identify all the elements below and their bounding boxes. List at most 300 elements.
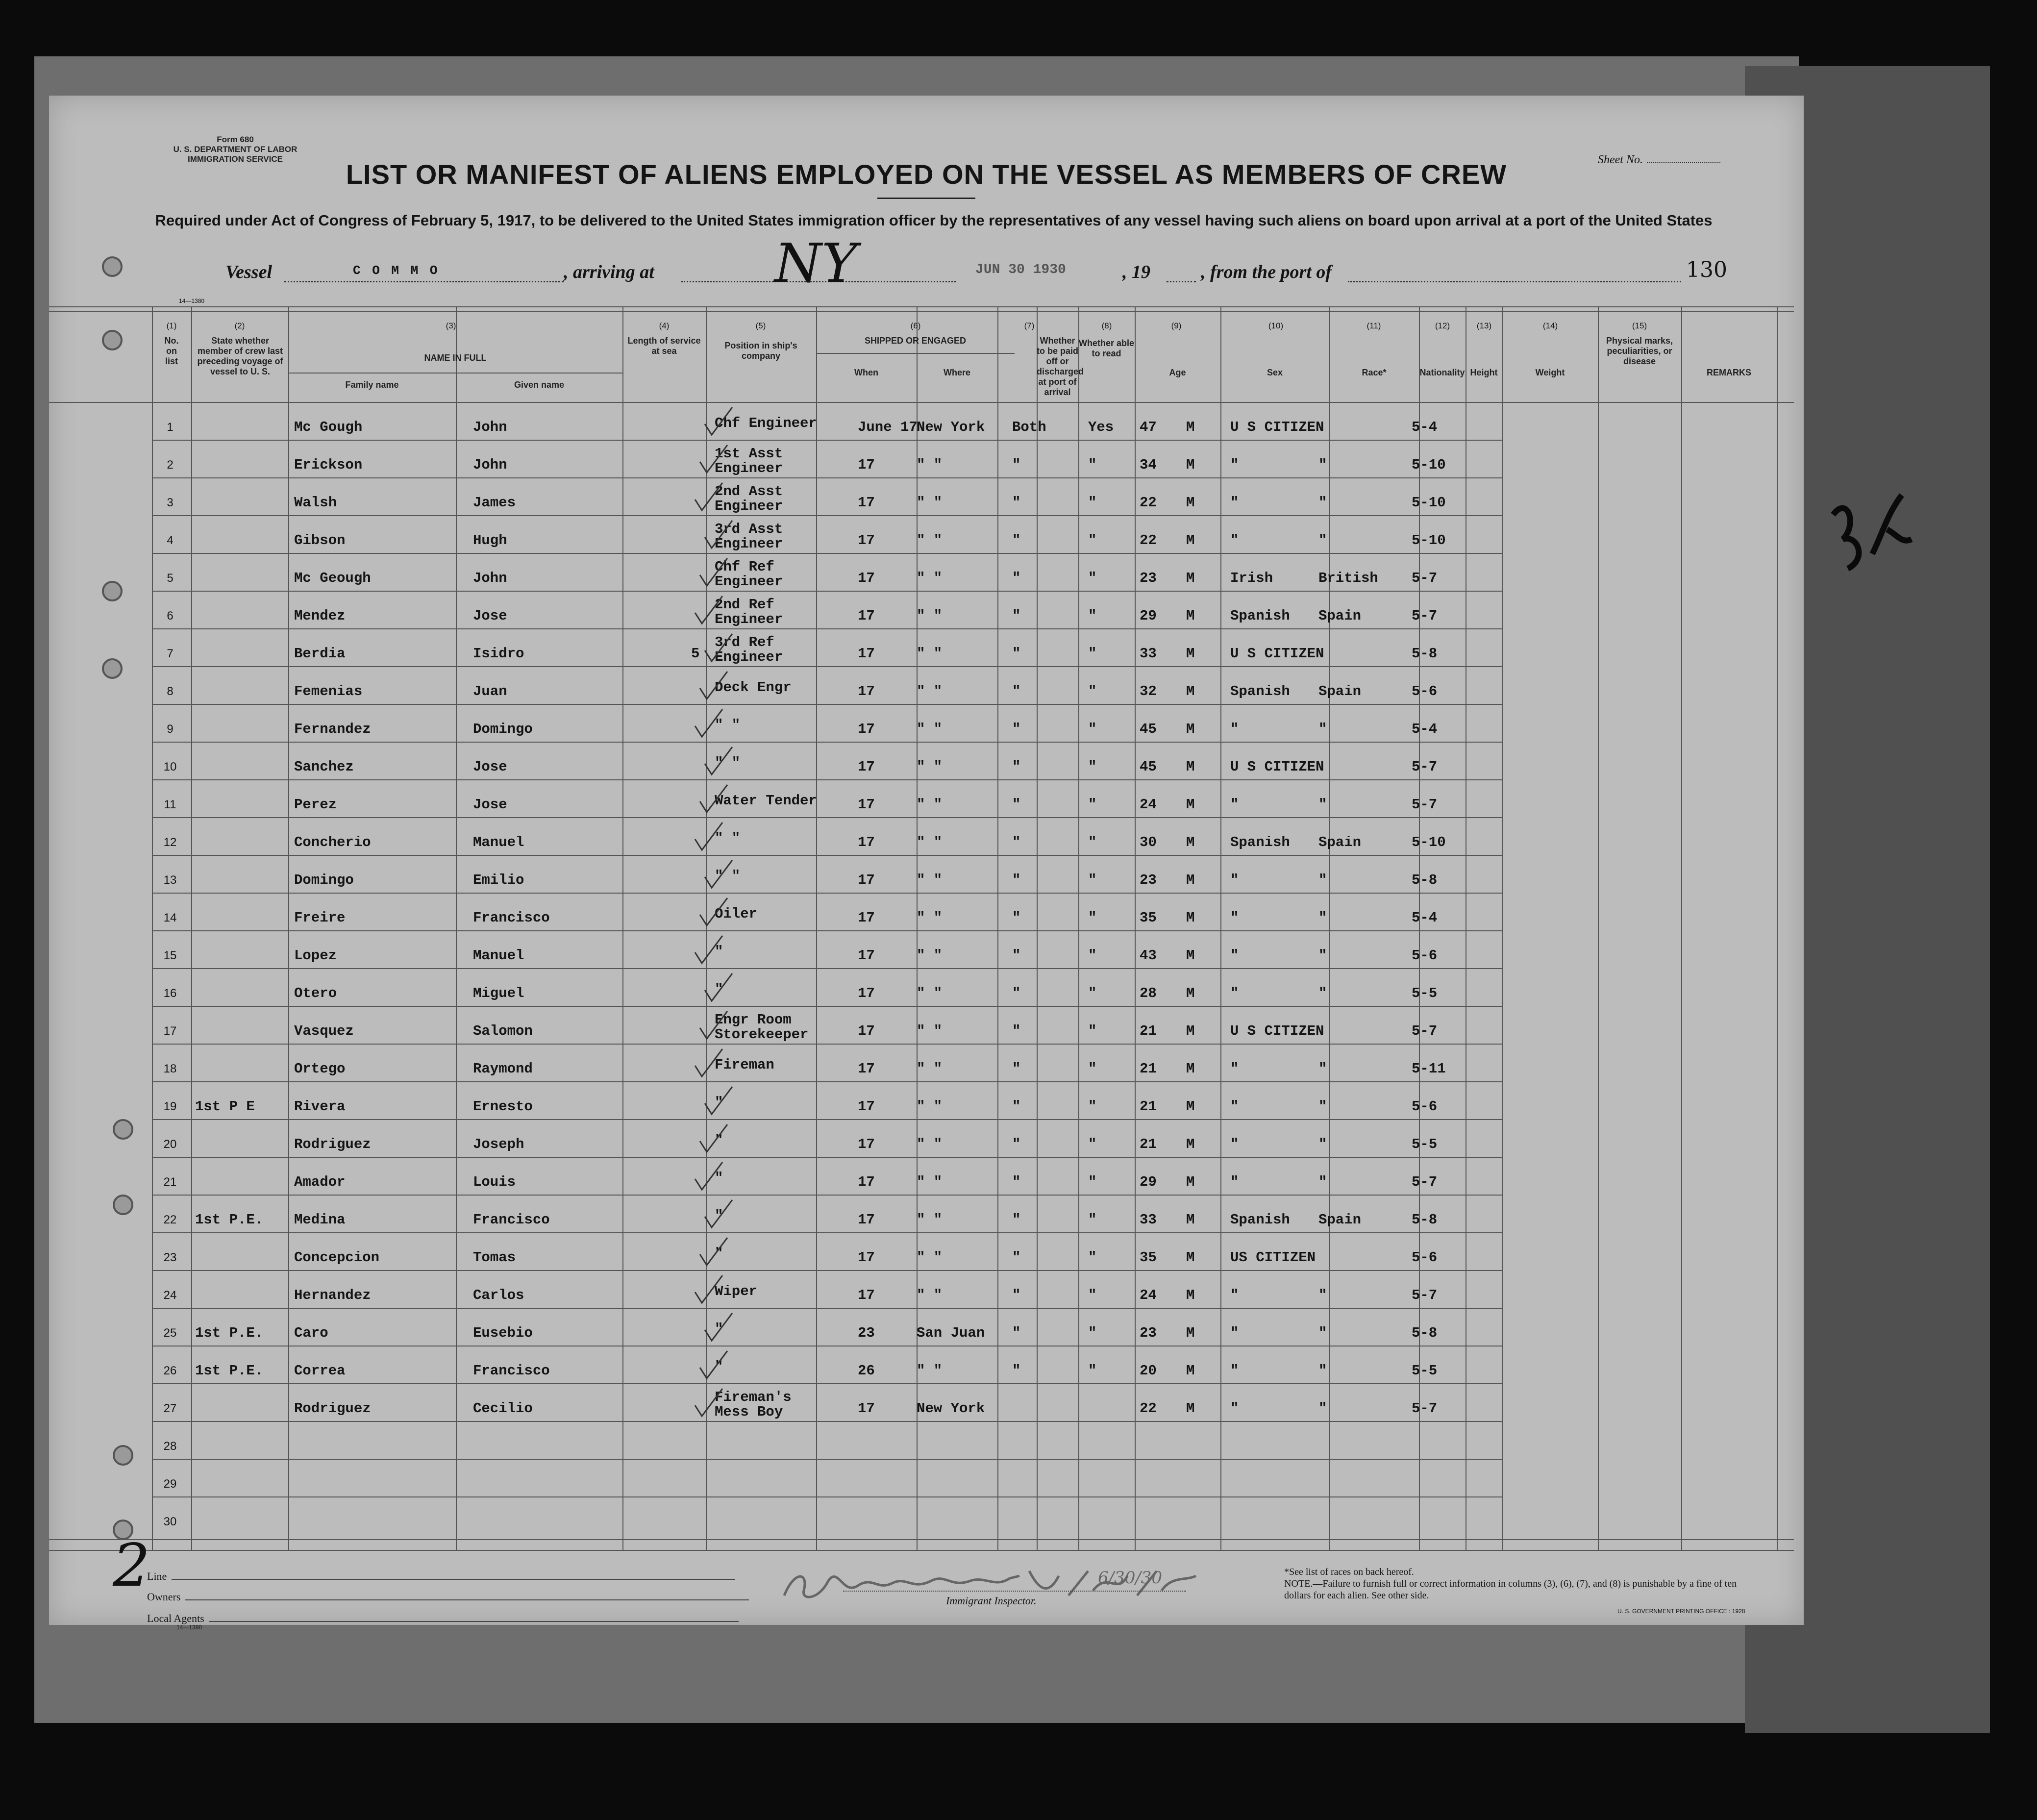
row-rule: [152, 779, 1502, 780]
family-name: Femenias: [294, 683, 363, 699]
paid-off: ": [1012, 1363, 1021, 1379]
position: Wiper: [715, 1283, 758, 1299]
row-number: 25: [163, 1326, 177, 1340]
length-of-service: 5: [691, 646, 700, 662]
nationality: ": [1318, 1287, 1327, 1303]
form-code-bottom: 14—1380: [176, 1624, 202, 1631]
able-to-read: ": [1088, 495, 1097, 511]
shipped-where: " ": [917, 683, 943, 699]
height: 5-8: [1412, 872, 1438, 888]
shipped-when: 17: [858, 495, 875, 511]
family-name: Caro: [294, 1325, 328, 1341]
position-line-2: Engineer: [715, 573, 783, 590]
column-number: (3): [446, 321, 456, 330]
height: 5-5: [1412, 1136, 1438, 1152]
shipped-when: 17: [858, 570, 875, 586]
row-rule: [152, 477, 1502, 478]
shipped-where: " ": [917, 1061, 943, 1077]
height: 5-7: [1412, 759, 1438, 775]
shipped-where: " ": [917, 759, 943, 775]
shipped-when: 17: [858, 721, 875, 737]
height: 5-4: [1412, 721, 1438, 737]
nationality: ": [1318, 985, 1327, 1001]
race: Spanish: [1230, 683, 1290, 699]
row-rule: [152, 704, 1502, 705]
check-mark-icon: [701, 1310, 735, 1345]
inspector-line: [843, 1591, 1186, 1592]
row-number: 8: [167, 685, 174, 698]
given-name: Cecilio: [473, 1400, 533, 1417]
row-rule: [152, 1270, 1502, 1271]
row-rule: [152, 1006, 1502, 1007]
family-name: Correa: [294, 1363, 346, 1379]
position: Chf Engineer: [715, 415, 817, 431]
height: 5-10: [1412, 495, 1446, 511]
nationality: ": [1318, 1363, 1327, 1379]
header-when: When: [854, 368, 878, 377]
column-number: (6): [910, 321, 921, 330]
shipped-where: " ": [917, 1363, 943, 1379]
handwritten-number: 2: [113, 1532, 150, 1600]
shipped-where: New York: [917, 419, 985, 435]
race: ": [1230, 985, 1239, 1001]
sex: M: [1186, 947, 1195, 964]
given-name: Isidro: [473, 646, 524, 662]
able-to-read: ": [1088, 1098, 1097, 1115]
family-name: Freire: [294, 910, 346, 926]
row-rule: [152, 1232, 1502, 1233]
sex: M: [1186, 1212, 1195, 1228]
shipped-when: 26: [858, 1363, 875, 1379]
owners-label: Owners: [147, 1591, 181, 1603]
table-column-rule: [622, 306, 623, 1550]
able-to-read: ": [1088, 1212, 1097, 1228]
check-mark-icon: [691, 933, 725, 967]
nationality: Spain: [1318, 1212, 1362, 1228]
check-mark-icon: [691, 480, 725, 514]
race: ": [1230, 872, 1239, 888]
race: ": [1230, 495, 1239, 511]
age: 33: [1140, 1212, 1157, 1228]
age: 21: [1140, 1136, 1157, 1152]
column-number: (2): [234, 321, 245, 330]
header-family-name: Family name: [345, 380, 399, 390]
row-rule: [152, 1044, 1502, 1045]
able-to-read: ": [1088, 1325, 1097, 1341]
shipped-when: 17: [858, 1061, 875, 1077]
check-mark-icon: [696, 555, 730, 590]
header-no-on-list: No. on list: [164, 336, 179, 366]
check-mark-icon: [691, 706, 725, 741]
header-able-to-read: Whether able to read: [1078, 338, 1135, 358]
vessel-name: C O M M O: [353, 263, 440, 278]
family-name: Ortego: [294, 1061, 346, 1077]
family-name: Concepcion: [294, 1249, 380, 1266]
arriving-label: , arriving at: [564, 262, 654, 282]
race: ": [1230, 1098, 1239, 1115]
row-rule: [152, 1119, 1502, 1120]
able-to-read: ": [1088, 834, 1097, 850]
nationality: ": [1318, 872, 1327, 888]
height: 5-10: [1412, 532, 1446, 548]
given-name: Ernesto: [473, 1098, 533, 1115]
row-number: 16: [163, 987, 177, 1000]
age: 21: [1140, 1023, 1157, 1039]
family-name: Concherio: [294, 834, 371, 850]
header-sex: Sex: [1267, 368, 1283, 377]
race: ": [1230, 1363, 1239, 1379]
row-rule: [152, 1383, 1502, 1384]
position: " ": [715, 830, 741, 847]
shipped-where: " ": [917, 1023, 943, 1039]
line-label: Line: [147, 1570, 167, 1582]
shipped-when: 17: [858, 834, 875, 850]
check-mark-icon: [701, 404, 735, 439]
paid-off: ": [1012, 797, 1021, 813]
paid-off: ": [1012, 646, 1021, 662]
given-name: Francisco: [473, 1212, 550, 1228]
row-number: 1: [167, 421, 174, 434]
nationality: Spain: [1318, 683, 1362, 699]
sex: M: [1186, 721, 1195, 737]
family-name: Erickson: [294, 457, 363, 473]
height: 5-8: [1412, 646, 1438, 662]
nationality: ": [1318, 457, 1327, 473]
header-position: Position in ship's company: [724, 341, 797, 361]
table-column-rule: [1135, 306, 1136, 1550]
shipped-where: " ": [917, 532, 943, 548]
row-rule: [152, 1459, 1502, 1460]
table-rule: [49, 311, 1794, 312]
shipped-where: " ": [917, 1174, 943, 1190]
column-number: (10): [1268, 321, 1284, 330]
able-to-read: ": [1088, 985, 1097, 1001]
position-line-1: Engr Room: [715, 1012, 792, 1028]
height: 5-6: [1412, 1098, 1438, 1115]
age: 22: [1140, 1400, 1157, 1417]
height: 5-6: [1412, 947, 1438, 964]
row-rule: [152, 893, 1502, 894]
header-weight: Weight: [1535, 368, 1565, 377]
vessel-label: Vessel: [225, 262, 272, 282]
sex: M: [1186, 1363, 1195, 1379]
position-line-2: Engineer: [715, 611, 783, 627]
height: 5-7: [1412, 797, 1438, 813]
printer-imprint: U. S. GOVERNMENT PRINTING OFFICE : 1928: [1617, 1608, 1745, 1615]
shipped-when: 17: [858, 532, 875, 548]
sex: M: [1186, 683, 1195, 699]
family-name: Hernandez: [294, 1287, 371, 1303]
row-rule: [152, 930, 1502, 931]
height: 5-6: [1412, 683, 1438, 699]
nationality: ": [1318, 1174, 1327, 1190]
row-number: 26: [163, 1364, 177, 1377]
able-to-read: ": [1088, 872, 1097, 888]
shipped-when: 23: [858, 1325, 875, 1341]
age: 23: [1140, 872, 1157, 888]
family-name: Rivera: [294, 1098, 346, 1115]
nationality: ": [1318, 1136, 1327, 1152]
age: 45: [1140, 721, 1157, 737]
row-rule: [152, 628, 1502, 629]
check-mark-icon: [696, 442, 730, 476]
race: US CITIZEN: [1230, 1249, 1316, 1266]
check-mark-icon: [696, 1008, 730, 1043]
family-name: Mendez: [294, 608, 346, 624]
sex: M: [1186, 570, 1195, 586]
age: 23: [1140, 1325, 1157, 1341]
row-number: 12: [163, 836, 177, 849]
family-name: Vasquez: [294, 1023, 354, 1039]
table-column-rule: [1078, 306, 1079, 1550]
header-where: Where: [943, 368, 970, 377]
paid-off: ": [1012, 759, 1021, 775]
sex: M: [1186, 457, 1195, 473]
shipped-where: " ": [917, 1249, 943, 1266]
check-mark-icon: [696, 895, 730, 929]
given-name: James: [473, 495, 516, 511]
row-rule: [152, 515, 1502, 516]
position: Deck Engr: [715, 679, 792, 696]
punch-hole: [102, 256, 123, 277]
given-name: Jose: [473, 759, 507, 775]
position: ": [715, 944, 723, 960]
title-rule: [877, 198, 975, 199]
header-given-name: Given name: [514, 380, 565, 390]
shipped-where: " ": [917, 910, 943, 926]
shipped-when: June 17: [858, 419, 918, 435]
penalty-note: NOTE.—Failure to furnish full or correct information in columns (3), (6), (7), and (8) is punishable by a fine of ten dollars for each alien. See other side.: [1284, 1578, 1737, 1601]
shipped-when: 17: [858, 608, 875, 624]
family-name: Fernandez: [294, 721, 371, 737]
able-to-read: ": [1088, 947, 1097, 964]
row-number: 10: [163, 760, 177, 773]
race: ": [1230, 532, 1239, 548]
shipped-when: 17: [858, 910, 875, 926]
paid-off: ": [1012, 570, 1021, 586]
table-column-rule: [288, 306, 289, 1550]
header-physical-marks: Physical marks, peculiarities, or disease: [1606, 336, 1673, 366]
age: 20: [1140, 1363, 1157, 1379]
shipped-subrule: [816, 353, 1015, 354]
given-name: Salomon: [473, 1023, 533, 1039]
nationality: British: [1318, 570, 1378, 586]
age: 35: [1140, 1249, 1157, 1266]
nationality: Spain: [1318, 834, 1362, 850]
position-line-1: 2nd Asst: [715, 483, 783, 499]
position-line-1: Chf Ref: [715, 559, 774, 575]
sex: M: [1186, 872, 1195, 888]
row-number: 5: [167, 572, 174, 585]
position-line-2: Engineer: [715, 498, 783, 514]
shipped-when: 17: [858, 1174, 875, 1190]
given-name: John: [473, 419, 507, 435]
form-code-top: 14—1380: [179, 298, 205, 304]
race: Irish: [1230, 570, 1273, 586]
sex: M: [1186, 1400, 1195, 1417]
nationality: ": [1318, 495, 1327, 511]
paid-off: ": [1012, 1174, 1021, 1190]
sex: M: [1186, 759, 1195, 775]
column-number: (14): [1542, 321, 1558, 330]
position: ": [715, 981, 723, 997]
check-mark-icon: [691, 1386, 725, 1420]
service-name: IMMIGRATION SERVICE: [188, 154, 283, 164]
race: U S CITIZEN: [1230, 759, 1324, 775]
table-column-rule: [816, 306, 817, 1550]
check-mark-icon: [701, 857, 735, 892]
sex: M: [1186, 1136, 1195, 1152]
able-to-read: ": [1088, 457, 1097, 473]
paid-off: ": [1012, 683, 1021, 699]
position-line-1: 3rd Asst: [715, 521, 783, 537]
given-name: Jose: [473, 797, 507, 813]
age: 24: [1140, 797, 1157, 813]
nationality: ": [1318, 1098, 1327, 1115]
position-line-1: 2nd Ref: [715, 597, 774, 613]
race: ": [1230, 910, 1239, 926]
height: 5-7: [1412, 570, 1438, 586]
position: Water Tender: [715, 793, 817, 809]
margin-scrawl: [1828, 485, 1916, 583]
height: 5-8: [1412, 1212, 1438, 1228]
shipped-where: " ": [917, 797, 943, 813]
row-rule: [152, 591, 1502, 592]
row-rule: [152, 1081, 1502, 1082]
check-mark-icon: [691, 1046, 725, 1080]
check-mark-icon: [696, 1122, 730, 1156]
column-number: (8): [1101, 321, 1112, 330]
given-name: Carlos: [473, 1287, 524, 1303]
given-name: John: [473, 457, 507, 473]
able-to-read: ": [1088, 1363, 1097, 1379]
row-rule: [152, 666, 1502, 667]
family-name: Berdia: [294, 646, 346, 662]
age: 35: [1140, 910, 1157, 926]
able-to-read: ": [1088, 721, 1097, 737]
shipped-where: " ": [917, 834, 943, 850]
family-name: Medina: [294, 1212, 346, 1228]
race: ": [1230, 1287, 1239, 1303]
height: 5-5: [1412, 985, 1438, 1001]
given-name: Miguel: [473, 985, 524, 1001]
given-name: Manuel: [473, 834, 524, 850]
column-number: (9): [1171, 321, 1182, 330]
paid-off: ": [1012, 721, 1021, 737]
shipped-where: " ": [917, 721, 943, 737]
position-line-2: Engineer: [715, 649, 783, 665]
check-mark-icon: [696, 669, 730, 703]
header-remarks: REMARKS: [1706, 368, 1751, 377]
table-column-rule: [1777, 306, 1778, 1550]
position: ": [715, 1170, 723, 1186]
header-height: Height: [1470, 368, 1498, 377]
height: 5-10: [1412, 834, 1446, 850]
shipped-when: 17: [858, 457, 875, 473]
height: 5-7: [1412, 1287, 1438, 1303]
row-number: 11: [164, 798, 176, 811]
shipped-where: " ": [917, 570, 943, 586]
sex: M: [1186, 797, 1195, 813]
shipped-when: 17: [858, 759, 875, 775]
sex: M: [1186, 910, 1195, 926]
race: U S CITIZEN: [1230, 1023, 1324, 1039]
row-number: 13: [163, 873, 177, 887]
race: ": [1230, 1325, 1239, 1341]
paid-off: ": [1012, 1098, 1021, 1115]
row-number: 14: [163, 911, 177, 924]
able-to-read: ": [1088, 532, 1097, 548]
height: 5-11: [1412, 1061, 1446, 1077]
row-number: 15: [163, 949, 177, 962]
shipped-when: 17: [858, 947, 875, 964]
header-race: Race*: [1362, 368, 1387, 377]
race: ": [1230, 797, 1239, 813]
given-name: Eusebio: [473, 1325, 533, 1341]
sex: M: [1186, 1325, 1195, 1341]
height: 5-7: [1412, 1400, 1438, 1417]
able-to-read: ": [1088, 910, 1097, 926]
sex: M: [1186, 985, 1195, 1001]
column-number: (15): [1632, 321, 1647, 330]
paid-off: ": [1012, 1136, 1021, 1152]
nationality: ": [1318, 1061, 1327, 1077]
shipped-where: " ": [917, 608, 943, 624]
row-number: 22: [163, 1213, 177, 1226]
signature-date: 6/30/30: [1098, 1568, 1163, 1588]
year-label: , 19: [1122, 262, 1150, 282]
row-rule: [152, 1421, 1502, 1422]
table-column-rule: [1329, 306, 1330, 1550]
sex: M: [1186, 1061, 1195, 1077]
shipped-when: 17: [858, 646, 875, 662]
paid-off: ": [1012, 1212, 1021, 1228]
local-agents-field: [147, 1612, 739, 1625]
header-shipped-engaged: SHIPPED OR ENGAGED: [864, 336, 967, 346]
position: ": [715, 1132, 723, 1148]
check-mark-icon: [691, 820, 725, 854]
shipped-when: 17: [858, 1400, 875, 1417]
sex: M: [1186, 1249, 1195, 1266]
able-to-read: ": [1088, 1023, 1097, 1039]
given-name: Francisco: [473, 910, 550, 926]
row-number: 18: [163, 1062, 177, 1075]
row-number: 17: [163, 1024, 177, 1038]
position-line-1: 1st Asst: [715, 446, 783, 462]
position-line-2: Engineer: [715, 460, 783, 476]
shipped-where: " ": [917, 457, 943, 473]
check-mark-icon: [691, 593, 725, 627]
paid-off: Both: [1012, 419, 1046, 435]
table-rule: [49, 402, 1794, 403]
shipped-when: 17: [858, 1287, 875, 1303]
family-name: Otero: [294, 985, 337, 1001]
row-rule: [152, 742, 1502, 743]
paid-off: ": [1012, 532, 1021, 548]
prev-voyage: 1st P.E.: [195, 1325, 264, 1341]
paid-off: ": [1012, 910, 1021, 926]
able-to-read: Yes: [1088, 419, 1114, 435]
paid-off: ": [1012, 1023, 1021, 1039]
age: 21: [1140, 1061, 1157, 1077]
table-column-rule: [1220, 306, 1221, 1550]
table-column-rule: [1598, 306, 1599, 1550]
races-note: *See list of races on back hereof.: [1284, 1567, 1414, 1577]
line-field: [147, 1570, 735, 1583]
height: 5-4: [1412, 419, 1438, 435]
shipped-when: 17: [858, 1212, 875, 1228]
row-number: 20: [163, 1138, 177, 1151]
